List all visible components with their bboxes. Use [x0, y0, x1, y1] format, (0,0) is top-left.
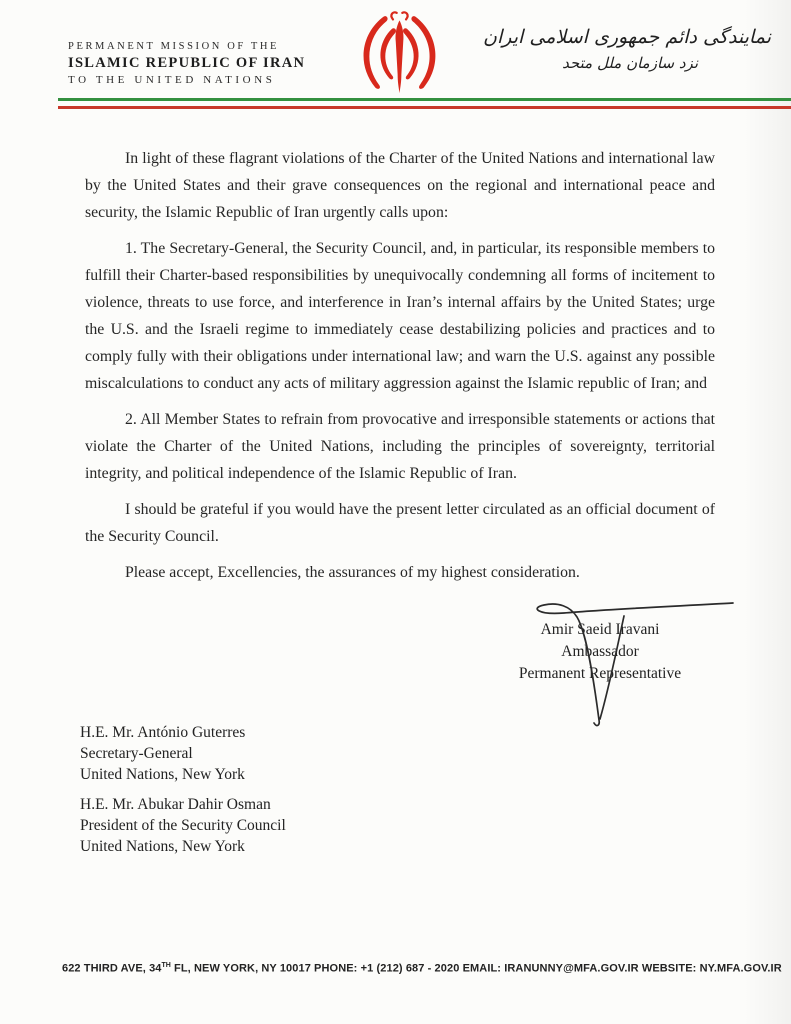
- signer-title-permanent-representative: Permanent Representative: [518, 665, 682, 682]
- tricolor-rule: [58, 98, 791, 109]
- addressee-name: H.E. Mr. Abukar Dahir Osman: [80, 796, 271, 813]
- addressee-location: United Nations, New York: [80, 766, 245, 783]
- addressee-title: President of the Security Council: [80, 817, 286, 834]
- addressee-list: [80, 722, 286, 866]
- letter-paragraph-point-2: 2. All Member States to refrain from provocative and irresponsible statements or actions that violate the Charter of the United Nations, including the principles of sovereignty, territorial integrity, and political independence of the Islamic Republic of Iran.: [85, 411, 715, 482]
- signer-title-ambassador: Ambassador: [561, 643, 639, 660]
- addressee-name: H.E. Mr. António Guterres: [80, 724, 246, 741]
- addressee-title: Secretary-General: [80, 745, 193, 762]
- iran-emblem-icon: [352, 11, 447, 95]
- footer-floor-superscript: TH: [161, 962, 171, 969]
- letter-paragraph-circulation-request: I should be grateful if you would have the present letter circulated as an official document of the Security Council.: [85, 501, 715, 545]
- addressee-secretary-general: [80, 722, 286, 785]
- signer-name: Amir Saeid Iravani: [540, 621, 660, 638]
- letter-body: [85, 145, 715, 595]
- mission-line-2: ISLAMIC REPUBLIC OF IRAN: [68, 55, 306, 71]
- footer-address-suffix: FL, NEW YORK, NY 10017 PHONE: +1 (212) 687 - 2020 EMAIL: IRANUNNY@MFA.GOV.IR WEBSITE: NY.MFA.GOV.IR: [170, 962, 782, 975]
- tricolor-red-line: [58, 106, 791, 109]
- addressee-security-council-president: [80, 794, 286, 857]
- mission-line-3: TO THE UNITED NATIONS: [68, 74, 276, 86]
- footer-address-prefix: 622 THIRD AVE, 34: [62, 962, 162, 975]
- letter-paragraph-closing: Please accept, Excellencies, the assurances of my highest consideration.: [125, 564, 580, 581]
- persian-mission-title: [483, 22, 771, 74]
- persian-title-line-2: نزد سازمان ملل متحد: [562, 54, 698, 72]
- letter-paragraph-intro: In light of these flagrant violations of the Charter of the United Nations and international law by the United States and their grave consequences on the regional and international peace and security, the Islamic Republic of Iran urgently calls upon:: [85, 150, 715, 221]
- handwritten-signature-icon: [526, 592, 754, 737]
- mission-line-1: PERMANENT MISSION OF THE: [68, 41, 280, 52]
- persian-title-line-1: نمایندگی دائم جمهوری اسلامی ایران: [483, 26, 771, 48]
- letter-paragraph-point-1: 1. The Secretary-General, the Security Council, and, in particular, its responsible members to fulfill their Charter-based responsibilities by unequivocally condemning all forms of incitement to violence, threats to use force, and interference in Iran’s internal affairs by the United States; urge the U.S. and the Israeli regime to immediately cease destabilizing policies and practices and to comply fully with their obligations under international law; and warn the U.S. against any possible miscalculations to conduct any acts of military aggression against the Islamic republic of Iran; and: [85, 240, 715, 392]
- footer-contact-line: [62, 962, 782, 975]
- mission-letterhead: [68, 41, 305, 86]
- addressee-location: United Nations, New York: [80, 838, 245, 855]
